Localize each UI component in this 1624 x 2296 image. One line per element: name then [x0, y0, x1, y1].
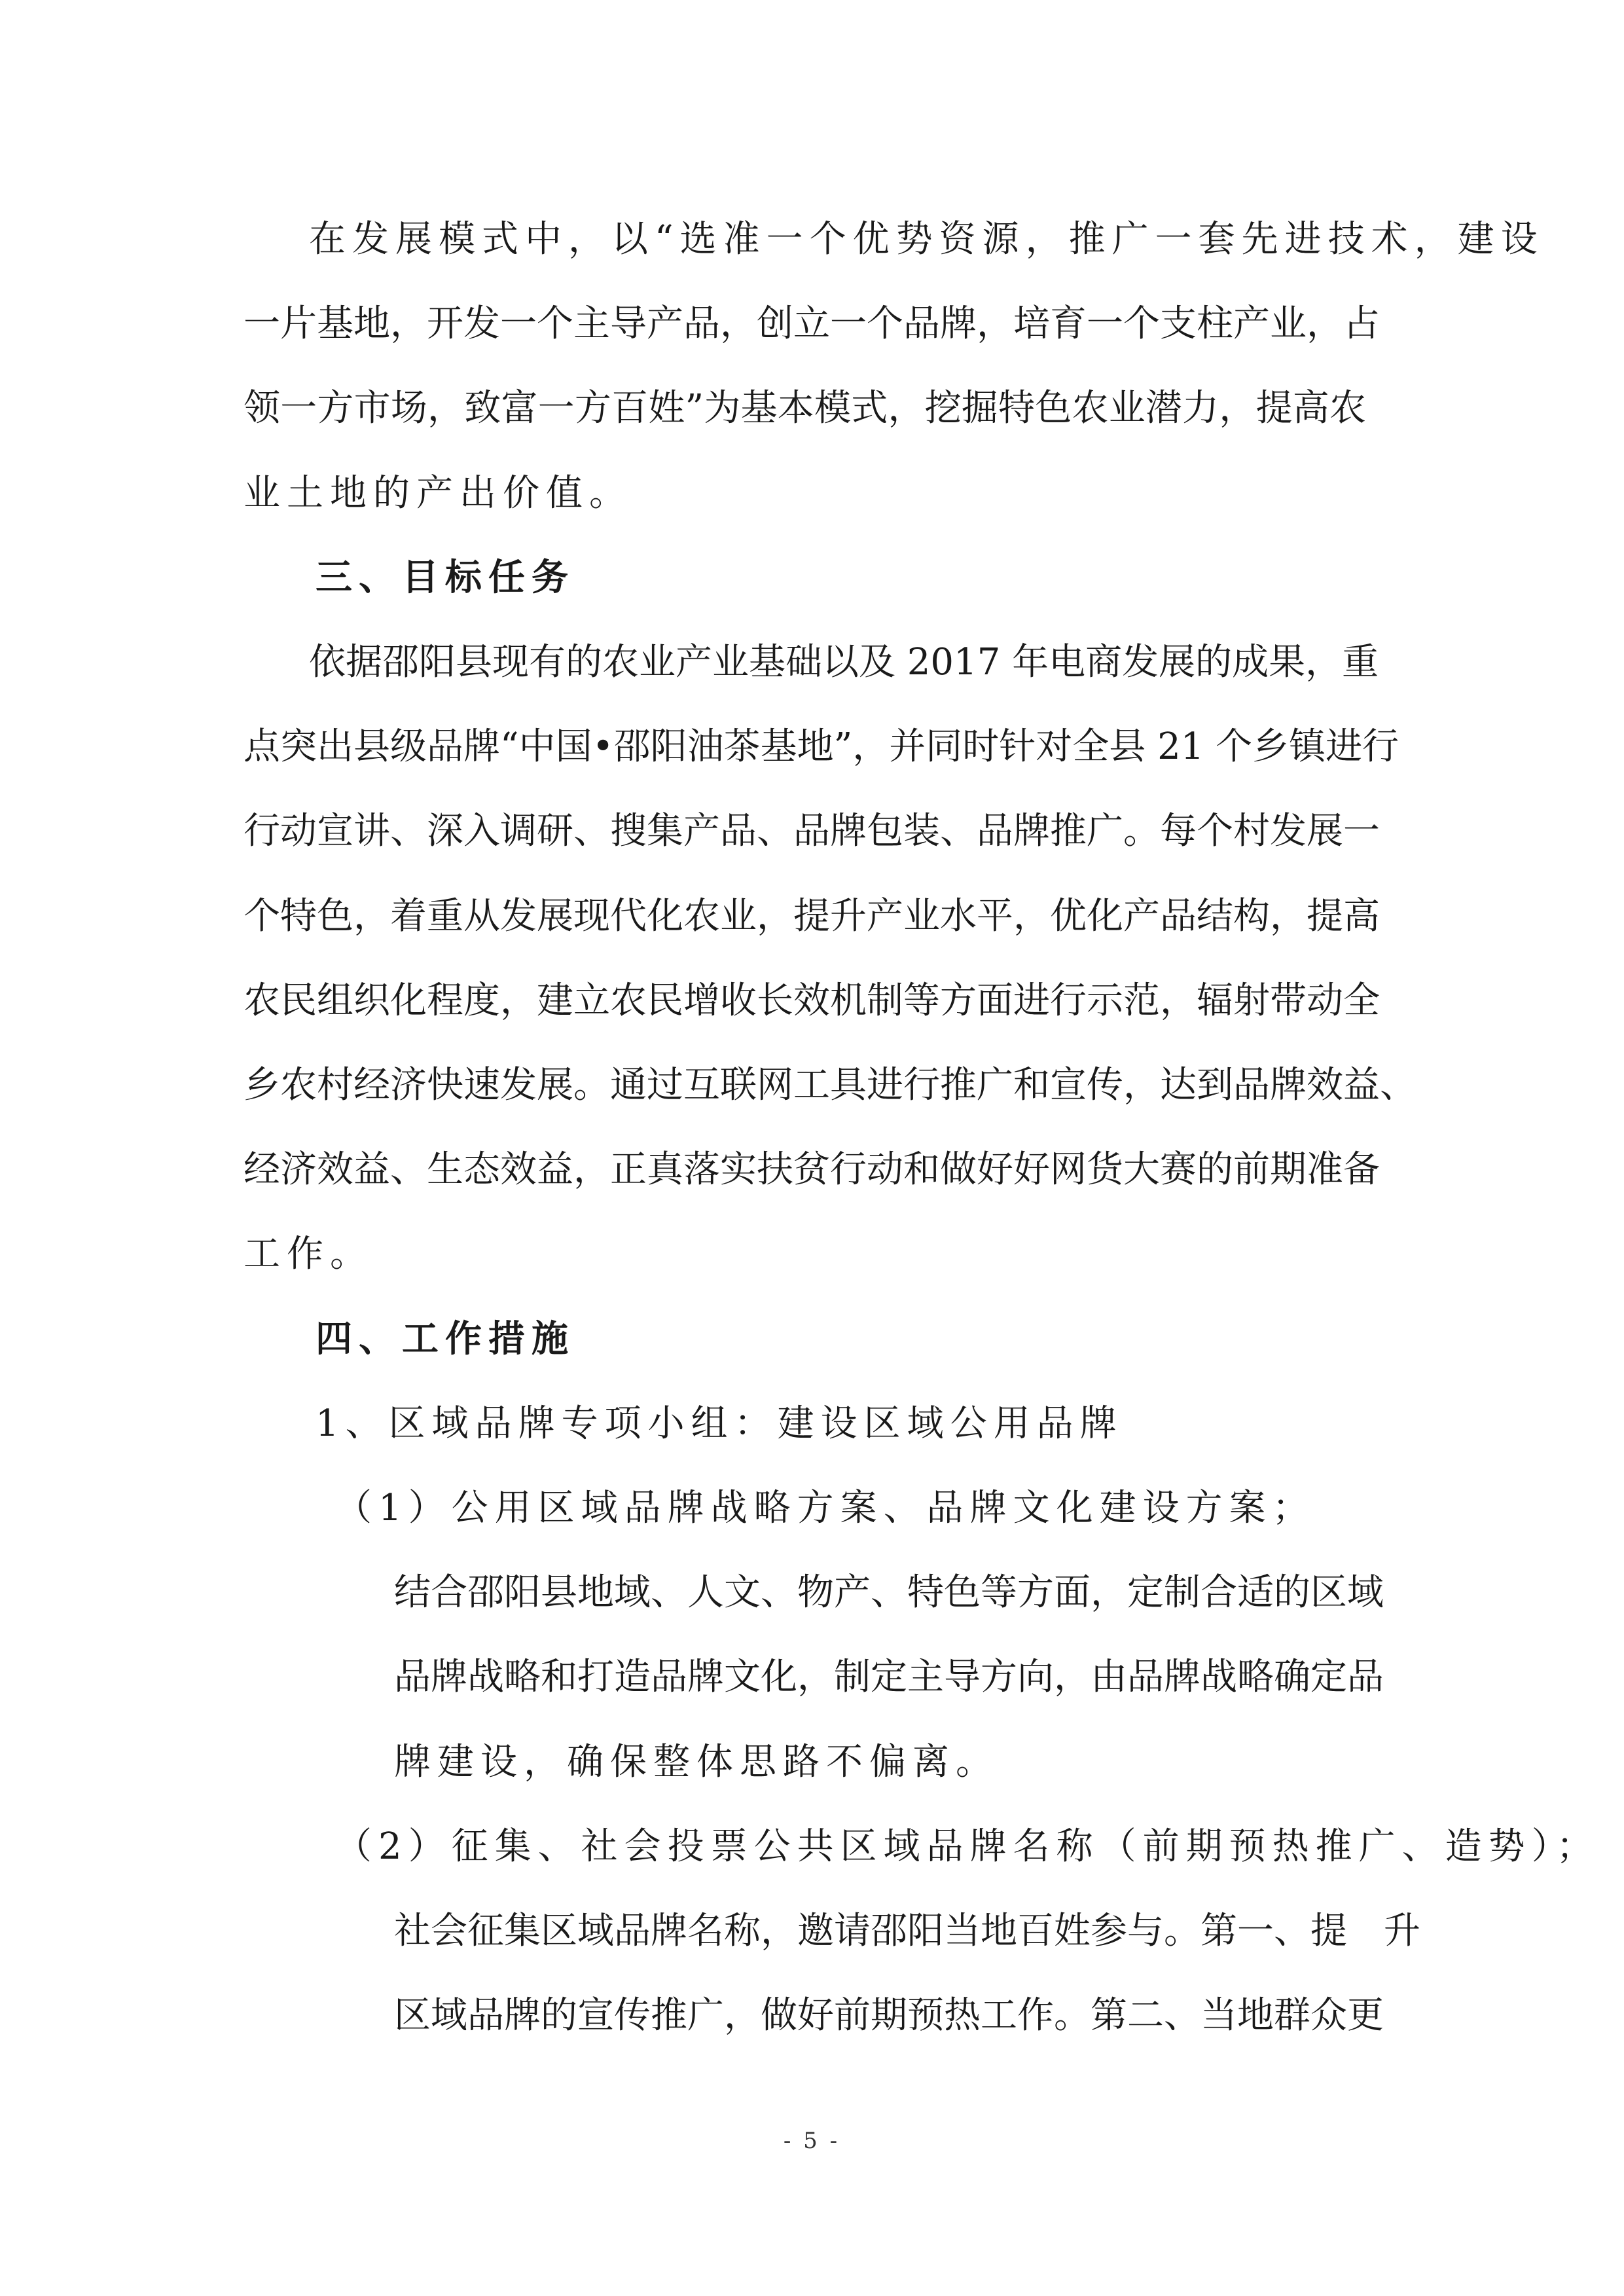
- section-heading: 四、工作措施: [316, 1318, 575, 1360]
- item-heading: （2）征集、社会投票公共区域品牌名称（前期预热推广、造势）；: [335, 1825, 1600, 1868]
- paragraph-line: 乡农村经济快速发展。通过互联网工具进行推广和宣传，达到品牌效益、: [244, 1064, 1416, 1106]
- paragraph-line: 工作。: [244, 1233, 373, 1275]
- paragraph-line: 在发展模式中，以“选准一个优势资源，推广一套先进技术，建设: [309, 218, 1544, 261]
- paragraph-line: 点突出县级品牌“中国•邵阳油茶基地”，并同时针对全县 21 个乡镇进行: [244, 725, 1399, 768]
- paragraph-line: 业土地的产出价值。: [244, 472, 632, 515]
- paragraph-line: 区域品牌的宣传推广，做好前期预热工作。第二、当地群众更: [394, 1994, 1384, 2037]
- paragraph-line: 领一方市场，致富一方百姓”为基本模式，挖掘特色农业潜力，提高农: [244, 387, 1366, 429]
- section-heading: 三、目标任务: [316, 556, 575, 599]
- subsection-heading: 1、区域品牌专项小组：建设区域公用品牌: [316, 1402, 1123, 1445]
- paragraph-line: 社会征集区域品牌名称，邀请邵阳当地百姓参与。第一、提 升: [394, 1910, 1420, 1952]
- page-number: - 5 -: [783, 2128, 840, 2154]
- paragraph-line: 一片基地，开发一个主导产品，创立一个品牌，培育一个支柱产业，占: [244, 302, 1380, 345]
- item-heading: （1）公用区域品牌战略方案、品牌文化建设方案；: [335, 1487, 1316, 1529]
- paragraph-line: 经济效益、生态效益，正真落实扶贫行动和做好好网货大赛的前期准备: [244, 1148, 1380, 1191]
- paragraph-line: 个特色，着重从发展现代化农业，提升产业水平，优化产品结构，提高: [244, 895, 1380, 938]
- paragraph-line: 结合邵阳县地域、人文、物产、特色等方面，定制合适的区域: [394, 1571, 1384, 1614]
- paragraph-line: 牌建设，确保整体思路不偏离。: [394, 1741, 999, 1783]
- paragraph-line: 农民组织化程度，建立农民增收长效机制等方面进行示范，辐射带动全: [244, 979, 1380, 1022]
- paragraph-line: 品牌战略和打造品牌文化，制定主导方向，由品牌战略确定品: [394, 1656, 1384, 1698]
- paragraph-line: 行动宣讲、深入调研、搜集产品、品牌包装、品牌推广。每个村发展一: [244, 810, 1380, 852]
- paragraph-line: 依据邵阳县现有的农业产业基础以及 2017 年电商发展的成果，重: [309, 641, 1379, 683]
